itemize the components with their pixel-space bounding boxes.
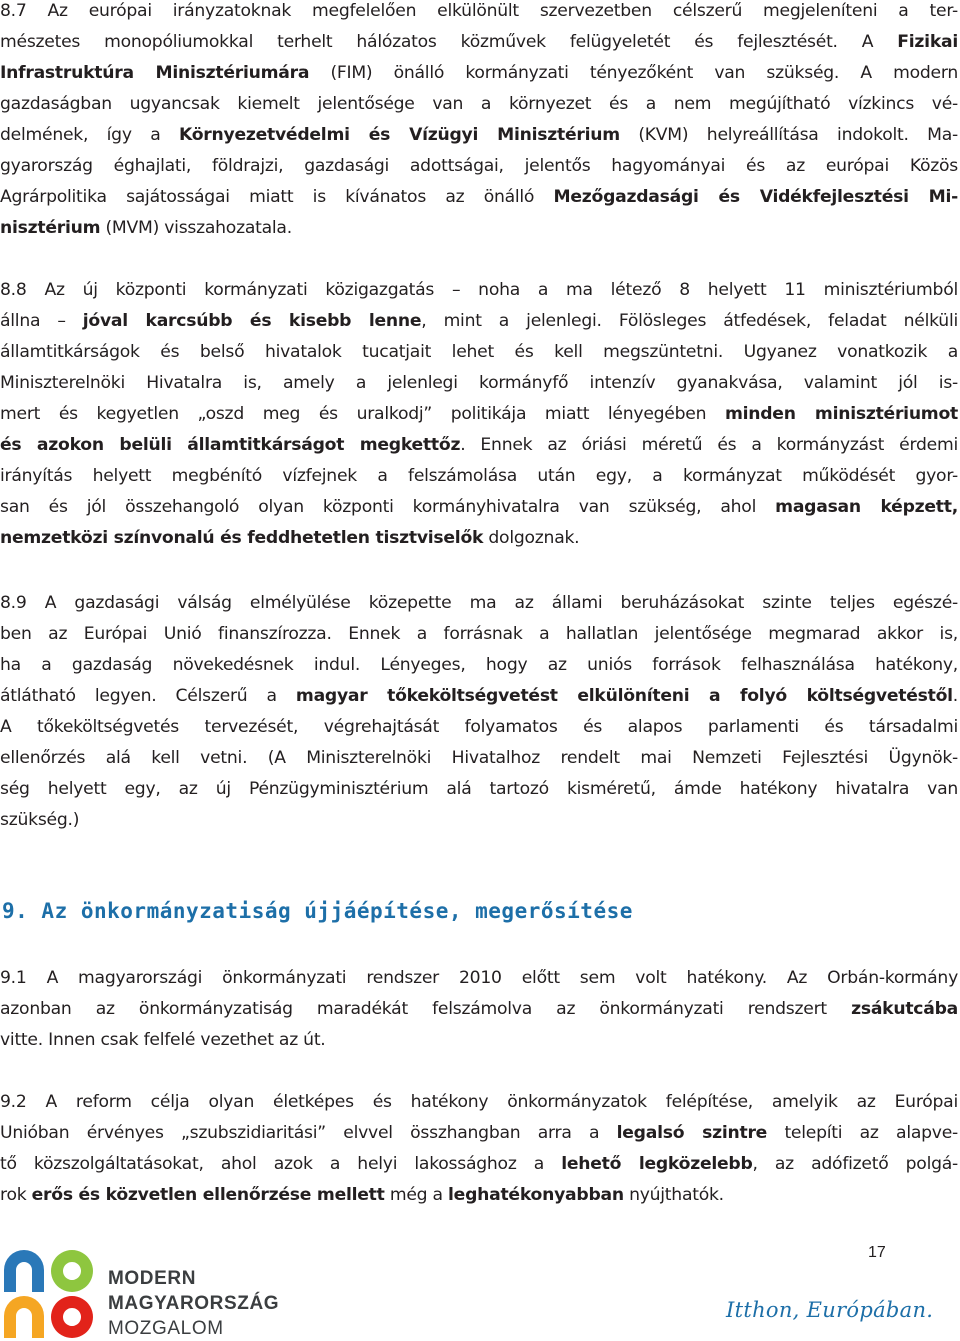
page-number: 17 [868,1244,886,1261]
paragraph-8-9: 8.9 A gazdasági válság elmélyülése közepette ma az állami beruházásokat szinte teljes egészé- ben az Európai Unió finanszírozza. Ennek a forrásnak a hallatlan jelentősége megmarad akkor is, ha a gazdaság növekedésnek indul. Lényeges, hogy az uniós források felhasználása hatékony, átlátható legyen. Célszerű a magyar tőkeköltségvetést elkülöníteni a folyó költségvetéstől. A tőkeköltségvetés tervezését, végrehajtását folyamatos és alapos parlamenti és társadalmi ellenőrzés alá kell vetni. (A Miniszterelnöki Hivatalhoz rendelt mai Nemzeti Fejlesztési Ügynök- ség helyett egy, az új Pénzügyminisztérium alá tartozó kisméretű, ámde hatékony hivatalra van szükség.) [0,593,958,830]
movement-logo [2,1248,100,1340]
logo-o-top-icon [51,1250,93,1292]
paragraph-9-1: 9.1 A magyarországi önkormányzati rendszer 2010 előtt sem volt hatékony. Az Orbán-kormány azonban az önkormányzatiság maradékát felszámolva az önkormányzati rendszert zsákutcába vitte. Innen csak felfelé vezethet az út. [0,968,958,1050]
logo-m-bottom-icon [4,1296,44,1338]
logo-o-bottom-icon [51,1296,93,1338]
paragraph-8-8: 8.8 Az új központi kormányzati közigazgatás – noha a ma létező 8 helyett 11 minisztériumból állna – jóval karcsúbb és kisebb lenne, mint a jelenlegi. Fölösleges átfedések, feladat nélküli államtitkárságok és belső hivatalok tucatjait lehet és kell megszüntetni. Ugyanez vonatkozik a Miniszterelnöki Hivatalra is, amely a jelenlegi kormányfő intenzív gyanakvása, valamint jól is- mert és kegyetlen „oszd meg és uralkodj” politikája miatt lényegében minden minisztériumot és azokon belüli államtitkárságot megkettőz. Ennek az óriási méretű és a kormányzást érdemi irányítás helyett megbénító vízfejnek a felszámolása után egy, a kormányzat működését gyor- san és jól összehangoló olyan központi kormányhivatalra van szükség, ahol magasan képzett, nemzetközi színvonalú és feddhetetlen tisztviselők dolgoznak. [0,280,959,548]
section-heading-9: 9. Az önkormányzatiság újjáépítése, megerősítése [2,899,633,923]
tagline: Itthon, Európában. [726,1298,934,1322]
logo-wordmark: MODERN MAGYARORSZÁG MOZGALOM [108,1268,280,1339]
paragraph-9-2: 9.2 A reform célja olyan életképes és hatékony önkormányzatok felépítése, amelyik az Európai Unióban érvényes „szubszidiaritási” elvvel összhangban arra a legalsó szintre telepíti az alapve- tő közszolgáltatásokat, ahol azok a helyi lakossághoz a lehető legközelebb, az adófizető polgá- rok erős és közvetlen ellenőrzése mellett még a leghatékonyabban nyújthatók. [0,1092,958,1205]
paragraph-8-7: 8.7 Az európai irányzatoknak megfelelően elkülönült szervezetben célszerű megjeleníteni a ter- mészetes monopóliumokkal terhelt hálózatos közművek felügyeletét és fejlesztését. A Fizikai Infrastruktúra Minisztériumára (FIM) önálló kormányzati tényezőként van szükség. A modern gazdaságban ugyancsak kiemelt jelentősége van a környezet és a nem megújítható vízkincs vé- delmének, így a Környezetvédelmi és Vízügyi Minisztérium (KVM) helyreállítása indokolt. Ma- gyarország éghajlati, földrajzi, gazdasági adottságai, jelentős hagyományai és az európai Közös Agrárpolitika sajátosságai miatt is kívánatos az önálló Mezőgazdasági és Vidékfejlesztési Mi- nisztérium (MVM) visszahozatala. [0,1,958,238]
logo-m-top-icon [4,1250,44,1292]
